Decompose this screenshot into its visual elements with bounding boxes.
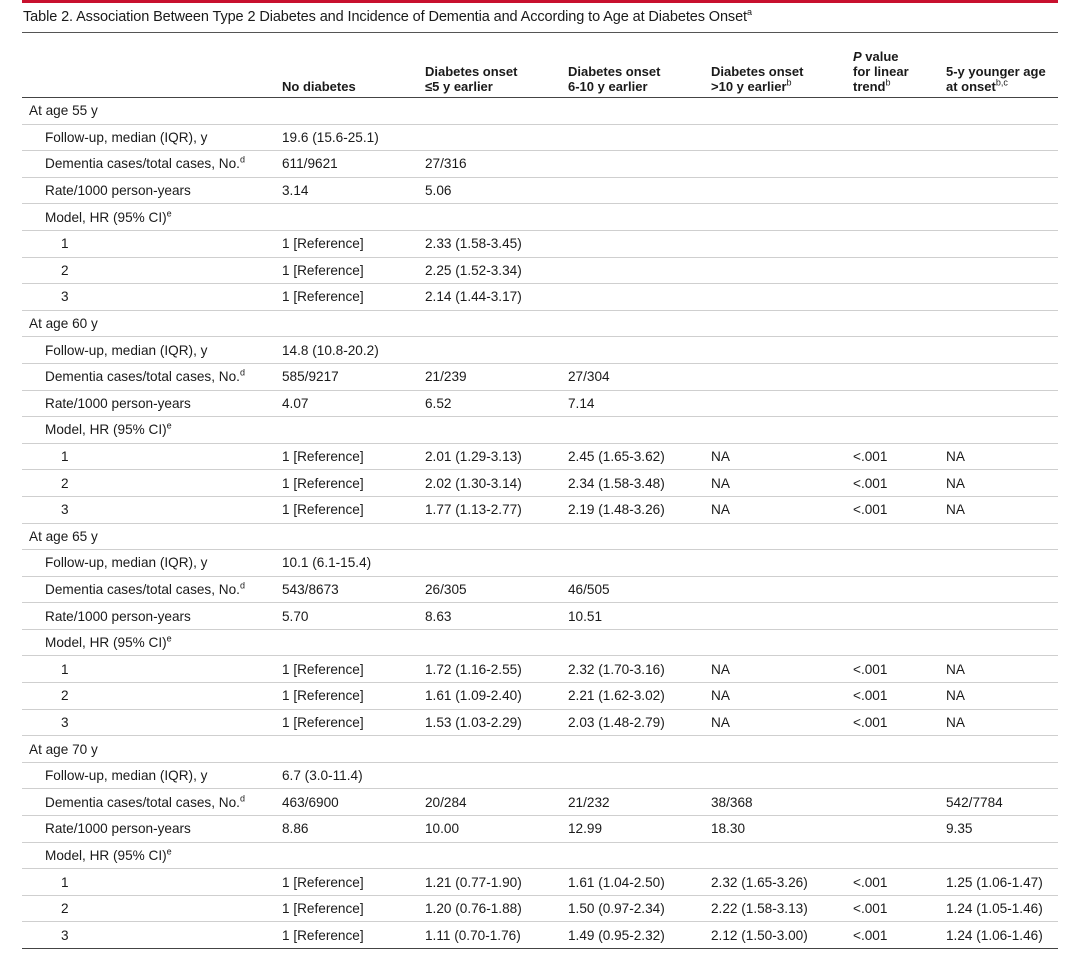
table-cell [560,762,703,789]
header-text: No diabetes [282,79,356,94]
table-cell [274,417,417,444]
header-no-diabetes [274,40,417,98]
row-label: Rate/1000 person-years [22,816,274,843]
table-cell: 21/239 [417,363,560,390]
table-row [22,230,1058,257]
row-label: 2 [22,257,274,284]
footnote-marker: d [239,580,245,591]
header-p-value [845,40,938,98]
table-row [22,257,1058,284]
header-onset-6-10y [560,40,703,98]
table-cell [938,204,1058,231]
table-header [22,40,1058,98]
row-label: Model, HR (95% CI)$^e$ [22,417,274,444]
header-text: >10 y earlier [711,79,787,94]
footnote-marker: e [166,846,172,857]
table-cell [703,124,845,151]
table-cell: 5.70 [274,603,417,630]
table-cell: <.001 [845,869,938,896]
table-body [22,98,1058,949]
table-cell [703,230,845,257]
table-cell: 6.52 [417,390,560,417]
header-text: 5-y younger age [946,64,1046,79]
table-cell [845,603,938,630]
table-row [22,656,1058,683]
table-cell [560,284,703,311]
results-table [22,40,1058,949]
row-label: 3 [22,284,274,311]
table-cell: 1 [Reference] [274,869,417,896]
table-cell: <.001 [845,895,938,922]
table-cell: 2.12 (1.50-3.00) [703,922,845,949]
table-cell: 1.25 (1.06-1.47) [938,869,1058,896]
table-cell: NA [703,443,845,470]
table-cell: 5.06 [417,177,560,204]
table-cell: 1 [Reference] [274,284,417,311]
table-cell [703,390,845,417]
footnote-marker: b,c [995,77,1008,88]
section-row [22,310,1058,337]
table-cell: 1.77 (1.13-2.77) [417,496,560,523]
table-cell [938,177,1058,204]
table-cell: 6.7 (3.0-11.4) [274,762,417,789]
table-cell [703,550,845,577]
row-label: 1 [22,443,274,470]
row-label: Rate/1000 person-years [22,390,274,417]
row-label: Dementia cases/total cases, No.$^d$ [22,576,274,603]
table-cell: 20/284 [417,789,560,816]
row-label: Follow-up, median (IQR), y [22,550,274,577]
table-cell [938,603,1058,630]
table-row [22,550,1058,577]
table-cell [845,204,938,231]
header-text: Diabetes onset [568,64,661,79]
row-label: Model, HR (95% CI)$^e$ [22,204,274,231]
row-label: Rate/1000 person-years [22,603,274,630]
accent-rule [22,0,1058,3]
header-onset-5y [417,40,560,98]
row-label: Dementia cases/total cases, No.$^d$ [22,789,274,816]
row-label: 3 [22,709,274,736]
table-cell: 1 [Reference] [274,257,417,284]
footnote-marker: b [786,77,792,88]
table-cell: 1.50 (0.97-2.34) [560,895,703,922]
footnote-marker: d [239,367,245,378]
table-cell: 1 [Reference] [274,496,417,523]
table-cell [703,337,845,364]
table-cell [845,550,938,577]
table-cell: 1 [Reference] [274,709,417,736]
table-cell [703,363,845,390]
table-row [22,629,1058,656]
footnote-marker: e [166,420,172,431]
table-cell [845,576,938,603]
section-label: At age 60 y [22,310,1058,337]
table-row [22,789,1058,816]
table-cell: 1.24 (1.05-1.46) [938,895,1058,922]
row-label: Model, HR (95% CI)$^e$ [22,842,274,869]
table-cell [417,842,560,869]
table-cell: 543/8673 [274,576,417,603]
table-cell: <.001 [845,683,938,710]
table-cell: <.001 [845,709,938,736]
table-cell: 1 [Reference] [274,443,417,470]
table-cell [417,417,560,444]
table-cell: 2.34 (1.58-3.48) [560,470,703,497]
table-row [22,816,1058,843]
footnote-marker: e [166,633,172,644]
table-row [22,443,1058,470]
table-cell [938,576,1058,603]
table-cell [845,363,938,390]
table-cell [845,177,938,204]
table-cell: 2.21 (1.62-3.02) [560,683,703,710]
table-cell [938,124,1058,151]
row-label: Dementia cases/total cases, No.$^d$ [22,151,274,178]
table-cell [703,284,845,311]
table-cell [560,230,703,257]
table-cell [703,603,845,630]
table-row [22,895,1058,922]
table-cell [417,124,560,151]
table-cell: 18.30 [703,816,845,843]
table-cell: 10.1 (6.1-15.4) [274,550,417,577]
row-label: 3 [22,496,274,523]
table-cell [560,204,703,231]
table-row [22,683,1058,710]
table-cell: NA [938,496,1058,523]
table-cell [845,842,938,869]
header-onset-10y-plus [703,40,845,98]
table-row [22,204,1058,231]
table-cell: 611/9621 [274,151,417,178]
table-cell: 3.14 [274,177,417,204]
table-cell: 1.72 (1.16-2.55) [417,656,560,683]
table-cell: 2.22 (1.58-3.13) [703,895,845,922]
table-cell [938,284,1058,311]
table-cell [703,204,845,231]
table-cell: <.001 [845,656,938,683]
table-cell: <.001 [845,922,938,949]
row-label: 1 [22,869,274,896]
header-text: trend [853,79,886,94]
table-cell [274,204,417,231]
table-cell: NA [703,656,845,683]
row-label: Follow-up, median (IQR), y [22,762,274,789]
table-cell [938,337,1058,364]
table-cell [845,816,938,843]
table-row [22,284,1058,311]
row-label: Model, HR (95% CI)$^e$ [22,629,274,656]
table-cell [560,417,703,444]
table-cell: 2.33 (1.58-3.45) [417,230,560,257]
table-cell: 27/304 [560,363,703,390]
table-cell: 2.32 (1.65-3.26) [703,869,845,896]
table-row [22,842,1058,869]
table-cell: 1.24 (1.06-1.46) [938,922,1058,949]
table-cell: 542/7784 [938,789,1058,816]
table-cell [938,230,1058,257]
header-text: Diabetes onset [425,64,518,79]
table-cell [417,550,560,577]
table-cell: 2.19 (1.48-3.26) [560,496,703,523]
section-label: At age 55 y [22,98,1058,125]
table-cell: 2.14 (1.44-3.17) [417,284,560,311]
table-cell [274,842,417,869]
table-cell: NA [703,709,845,736]
table-cell: 2.01 (1.29-3.13) [417,443,560,470]
table-cell: NA [703,683,845,710]
table-title: Table 2. Association Between Type 2 Diabetes and Incidence of Dementia and According to Age at Diabetes Onset$^a$ [23,7,752,25]
table-cell [938,257,1058,284]
header-text: ≤5 y earlier [425,79,493,94]
table-cell: 19.6 (15.6-25.1) [274,124,417,151]
row-label: Follow-up, median (IQR), y [22,124,274,151]
table-cell [938,417,1058,444]
table-cell [938,762,1058,789]
table-cell [703,842,845,869]
table-cell: 8.86 [274,816,417,843]
section-row [22,736,1058,763]
table-cell [938,390,1058,417]
row-label: Dementia cases/total cases, No.$^d$ [22,363,274,390]
footnote-marker: e [166,208,172,219]
table-cell: 1.61 (1.04-2.50) [560,869,703,896]
footnote-marker: d [239,154,245,165]
table-cell [417,762,560,789]
table-cell: NA [938,683,1058,710]
table-cell [938,151,1058,178]
table-cell [845,390,938,417]
table-cell: 46/505 [560,576,703,603]
table-cell [417,337,560,364]
table-cell [560,842,703,869]
table-cell [560,629,703,656]
table-row [22,869,1058,896]
header-text: 6-10 y earlier [568,79,648,94]
table-cell: 8.63 [417,603,560,630]
table-cell [560,177,703,204]
table-cell: 1.20 (0.76-1.88) [417,895,560,922]
table-cell: 9.35 [938,816,1058,843]
table-cell: 1.49 (0.95-2.32) [560,922,703,949]
title-divider [22,32,1058,33]
row-label: 1 [22,656,274,683]
header-row [22,40,1058,98]
table-cell: 27/316 [417,151,560,178]
table-cell [938,629,1058,656]
table-cell [417,629,560,656]
table-cell: NA [703,470,845,497]
table-row [22,603,1058,630]
table-cell [845,124,938,151]
row-label: 2 [22,470,274,497]
table-cell [703,762,845,789]
table-cell: 2.03 (1.48-2.79) [560,709,703,736]
table-cell: NA [938,709,1058,736]
table-cell: 1 [Reference] [274,895,417,922]
table-cell: 21/232 [560,789,703,816]
table-row [22,124,1058,151]
table-cell [703,151,845,178]
footnote-marker: b [885,77,891,88]
table-cell [845,417,938,444]
header-text: P value [853,49,899,64]
row-label: Rate/1000 person-years [22,177,274,204]
table-cell [845,789,938,816]
table-cell [703,629,845,656]
table-row [22,177,1058,204]
row-label: 1 [22,230,274,257]
table-cell: <.001 [845,443,938,470]
table-row [22,576,1058,603]
table-cell [703,177,845,204]
table-cell: 1 [Reference] [274,470,417,497]
table-cell: NA [938,443,1058,470]
table-cell: 10.00 [417,816,560,843]
table-cell: 10.51 [560,603,703,630]
table-cell: 463/6900 [274,789,417,816]
table-row [22,496,1058,523]
table-cell [560,151,703,178]
table-cell: 14.8 (10.8-20.2) [274,337,417,364]
table-row [22,390,1058,417]
table-cell [560,257,703,284]
table-cell [845,230,938,257]
table-row [22,709,1058,736]
table-cell [560,337,703,364]
header-text: Diabetes onset [711,64,804,79]
table-row [22,922,1058,949]
table-cell: 585/9217 [274,363,417,390]
table-cell [845,151,938,178]
table-cell [845,257,938,284]
table-cell [560,124,703,151]
row-label: 3 [22,922,274,949]
table-cell: 4.07 [274,390,417,417]
table-cell: NA [938,656,1058,683]
table-cell [845,629,938,656]
table-cell: 1 [Reference] [274,922,417,949]
table-cell: 7.14 [560,390,703,417]
table-cell [845,284,938,311]
header-5y-younger [938,40,1058,98]
table-cell [845,762,938,789]
table-row [22,151,1058,178]
table-row [22,762,1058,789]
table-cell: NA [938,470,1058,497]
table-cell: 1 [Reference] [274,683,417,710]
table-cell [703,576,845,603]
table-cell [560,550,703,577]
table-cell: 38/368 [703,789,845,816]
table-cell [938,550,1058,577]
table-cell: 1.21 (0.77-1.90) [417,869,560,896]
table-cell [417,204,560,231]
table-cell [703,417,845,444]
table-row [22,470,1058,497]
row-label: 2 [22,683,274,710]
table-cell: 26/305 [417,576,560,603]
table-cell: 1.53 (1.03-2.29) [417,709,560,736]
header-text: for linear [853,64,909,79]
section-label: At age 65 y [22,523,1058,550]
table-cell [938,842,1058,869]
table-cell: 2.32 (1.70-3.16) [560,656,703,683]
section-row [22,98,1058,125]
table-cell: 1.61 (1.09-2.40) [417,683,560,710]
table-cell [703,257,845,284]
table-cell: 1 [Reference] [274,230,417,257]
table-row [22,363,1058,390]
table-cell [938,363,1058,390]
table-cell: 2.02 (1.30-3.14) [417,470,560,497]
header-label-col [22,40,274,98]
row-label: 2 [22,895,274,922]
footnote-marker: d [239,793,245,804]
table-cell: 2.25 (1.52-3.34) [417,257,560,284]
section-row [22,523,1058,550]
table-cell [274,629,417,656]
table-cell: 2.45 (1.65-3.62) [560,443,703,470]
table-cell: 1 [Reference] [274,656,417,683]
row-label: Follow-up, median (IQR), y [22,337,274,364]
section-label: At age 70 y [22,736,1058,763]
table-row [22,337,1058,364]
table-cell [845,337,938,364]
table-row [22,417,1058,444]
header-text: at onset [946,79,996,94]
table-cell: 1.11 (0.70-1.76) [417,922,560,949]
table-cell: NA [703,496,845,523]
table-cell: 12.99 [560,816,703,843]
table-cell: <.001 [845,470,938,497]
table-cell: <.001 [845,496,938,523]
